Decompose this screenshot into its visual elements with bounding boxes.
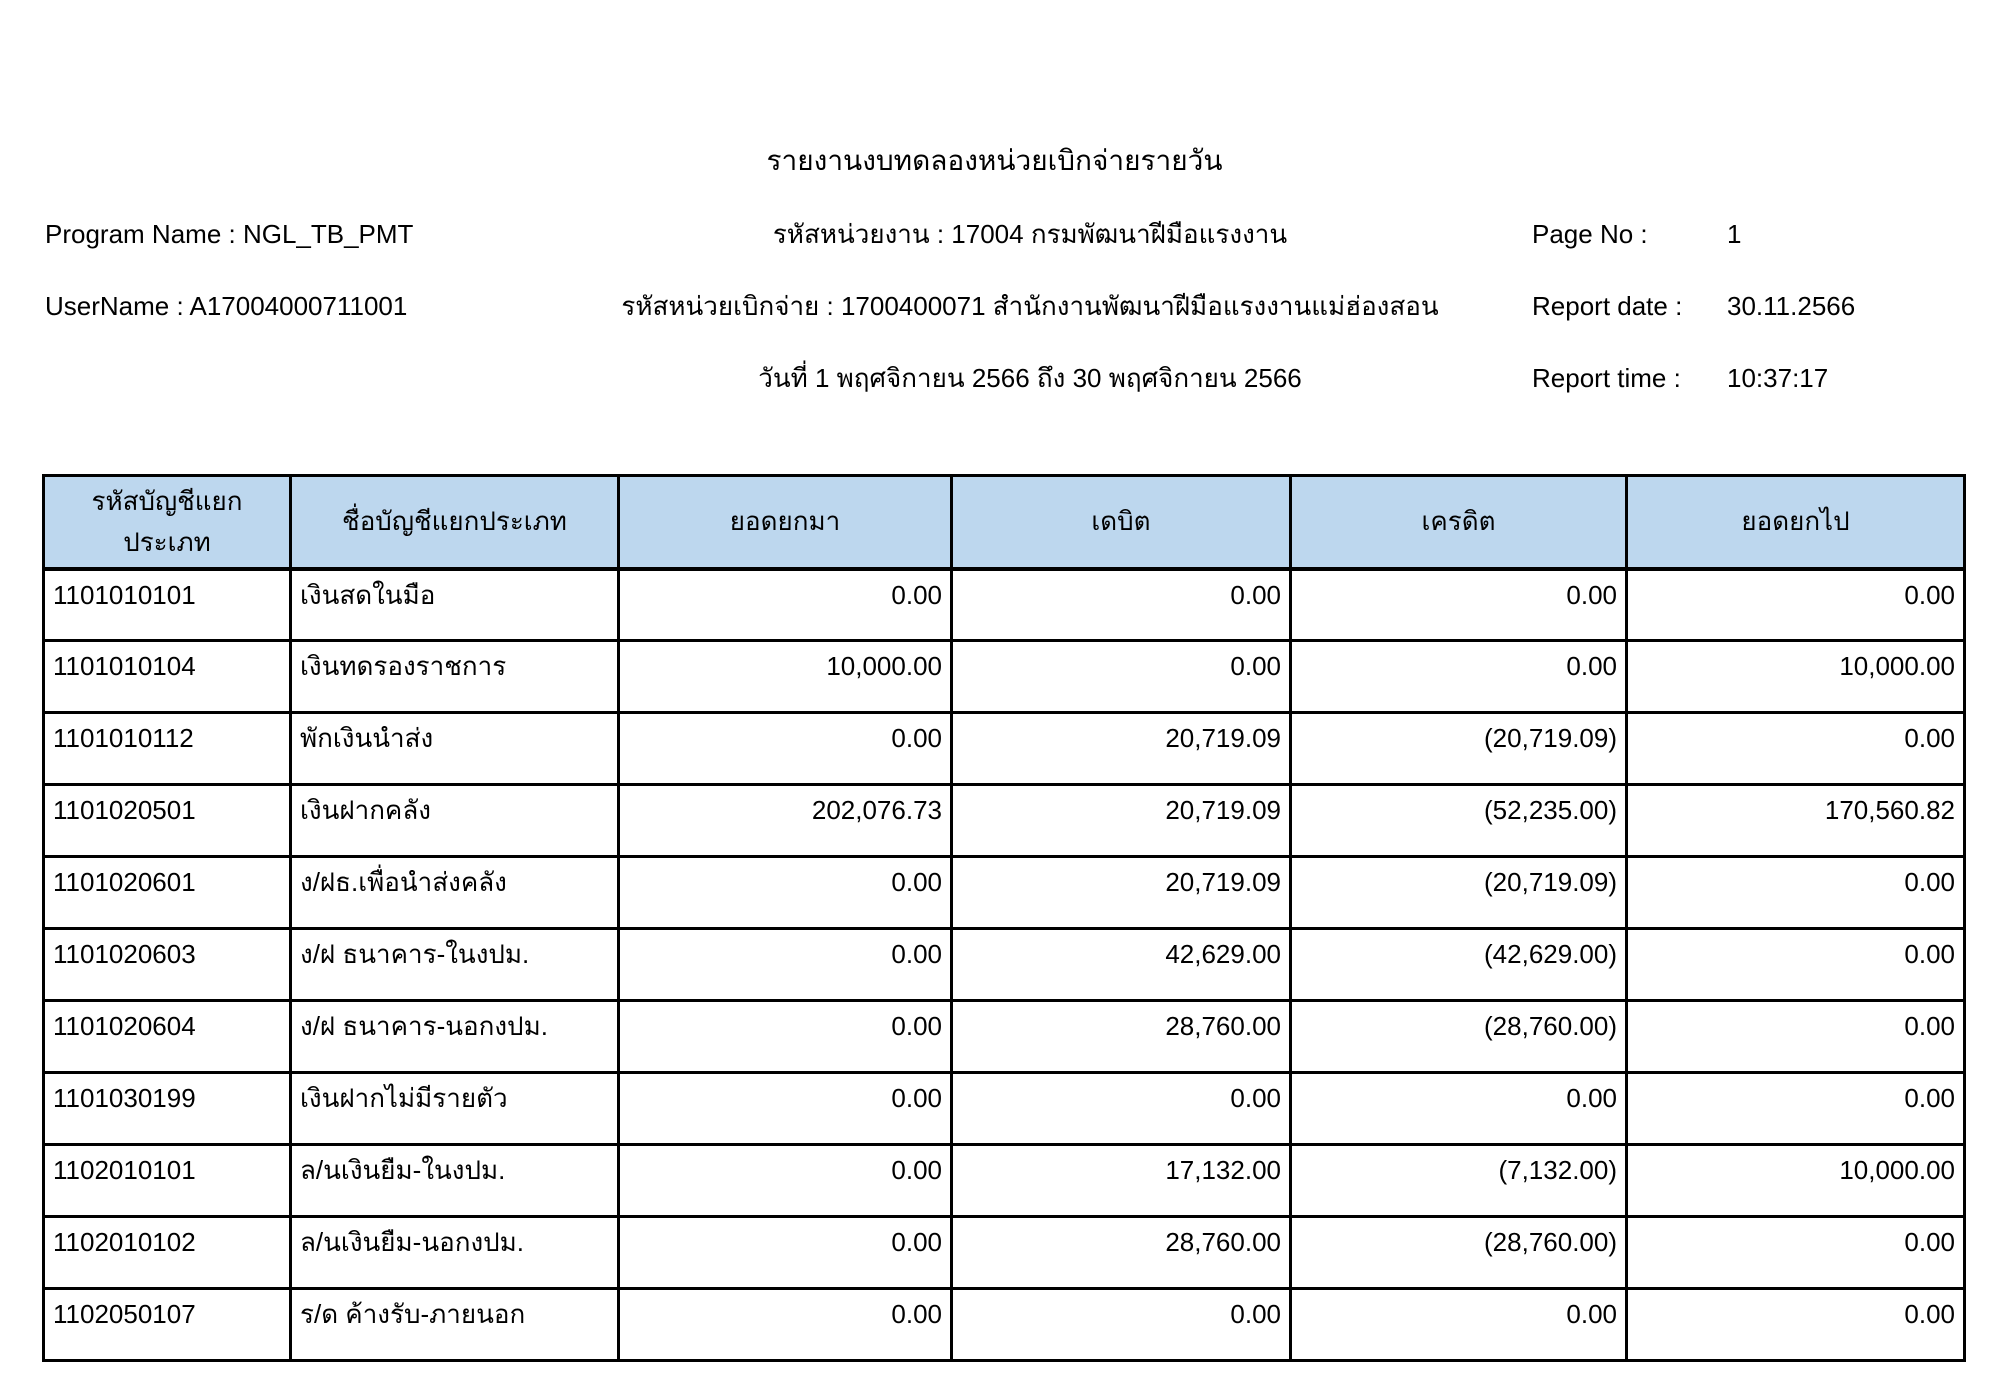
credit-cell: (20,719.09) [1291, 857, 1627, 929]
header-row [44, 476, 1965, 569]
col-header-debit: เดบิต [952, 476, 1291, 569]
account-code-cell: 1101030199 [44, 1073, 291, 1145]
credit-cell: (7,132.00) [1291, 1145, 1627, 1217]
opening-balance-cell: 0.00 [619, 857, 952, 929]
report-date-row [1480, 286, 1989, 326]
trial-balance-table-header [44, 476, 1965, 569]
table-row [44, 713, 1965, 785]
debit-cell: 20,719.09 [952, 785, 1291, 857]
col-header-credit: เครดิต [1291, 476, 1627, 569]
debit-cell: 0.00 [952, 1289, 1291, 1361]
report-time-label: Report time : [1532, 363, 1681, 393]
account-name-cell: ล/นเงินยืม-ในงปม. [291, 1145, 619, 1217]
col-header-account-name: ชื่อบัญชีแยกประเภท [291, 476, 619, 569]
program-name-line: Program Name : NGL_TB_PMT [45, 219, 414, 249]
col-header-account-code: รหัสบัญชีแยกประเภท [44, 476, 291, 569]
account-name-cell: ง/ฝ ธนาคาร-ในงปม. [291, 929, 619, 1001]
table-row [44, 1217, 1965, 1289]
credit-cell: 0.00 [1291, 1073, 1627, 1145]
account-name-cell: ล/นเงินยืม-นอกงปม. [291, 1217, 619, 1289]
account-name-cell: ง/ฝ ธนาคาร-นอกงปม. [291, 1001, 619, 1073]
table-row [44, 641, 1965, 713]
opening-balance-cell: 0.00 [619, 1001, 952, 1073]
account-name-cell: เงินทดรองราชการ [291, 641, 619, 713]
date-range-line: วันที่ 1 พฤศจิกายน 2566 ถึง 30 พฤศจิกายน 2566 [758, 363, 1302, 393]
closing-balance-cell: 10,000.00 [1627, 641, 1965, 713]
credit-cell: (28,760.00) [1291, 1001, 1627, 1073]
table-row [44, 929, 1965, 1001]
account-code-cell: 1102010102 [44, 1217, 291, 1289]
account-code-cell: 1101010101 [44, 569, 291, 641]
page-no-row [1480, 214, 1989, 254]
table-row [44, 1289, 1965, 1361]
account-code-cell: 1102010101 [44, 1145, 291, 1217]
opening-balance-cell: 10,000.00 [619, 641, 952, 713]
closing-balance-cell: 170,560.82 [1627, 785, 1965, 857]
table-row [44, 569, 1965, 641]
closing-balance-cell: 0.00 [1627, 1073, 1965, 1145]
account-name-cell: ร/ด ค้างรับ-ภายนอก [291, 1289, 619, 1361]
account-name-cell: ง/ฝธ.เพื่อนำส่งคลัง [291, 857, 619, 929]
opening-balance-cell: 0.00 [619, 1145, 952, 1217]
col-header-opening-balance: ยอดยกมา [619, 476, 952, 569]
debit-cell: 0.00 [952, 641, 1291, 713]
closing-balance-cell: 0.00 [1627, 929, 1965, 1001]
debit-cell: 42,629.00 [952, 929, 1291, 1001]
table-row [44, 857, 1965, 929]
account-name-cell: เงินฝากไม่มีรายตัว [291, 1073, 619, 1145]
debit-cell: 20,719.09 [952, 857, 1291, 929]
page-no-label: Page No : [1532, 219, 1648, 249]
table-row [44, 1145, 1965, 1217]
closing-balance-cell: 0.00 [1627, 857, 1965, 929]
opening-balance-cell: 0.00 [619, 713, 952, 785]
closing-balance-cell: 0.00 [1627, 1001, 1965, 1073]
page-no-value: 1 [1727, 219, 1742, 249]
opening-balance-cell: 0.00 [619, 1073, 952, 1145]
credit-cell: (42,629.00) [1291, 929, 1627, 1001]
page-title: รายงานงบทดลองหน่วยเบิกจ่ายรายวัน [766, 145, 1223, 176]
credit-cell: 0.00 [1291, 1289, 1627, 1361]
closing-balance-cell: 0.00 [1627, 569, 1965, 641]
opening-balance-cell: 202,076.73 [619, 785, 952, 857]
account-code-cell: 1101020501 [44, 785, 291, 857]
debit-cell: 0.00 [952, 569, 1291, 641]
closing-balance-cell: 0.00 [1627, 1289, 1965, 1361]
table-row [44, 1073, 1965, 1145]
debit-cell: 28,760.00 [952, 1001, 1291, 1073]
trial-balance-table-body [44, 569, 1965, 1361]
debit-cell: 28,760.00 [952, 1217, 1291, 1289]
credit-cell: (52,235.00) [1291, 785, 1627, 857]
report-time-value: 10:37:17 [1727, 363, 1829, 393]
username-line: UserName : A17004000711001 [45, 291, 408, 321]
opening-balance-cell: 0.00 [619, 929, 952, 1001]
debit-cell: 17,132.00 [952, 1145, 1291, 1217]
disbursement-unit-line: รหัสหน่วยเบิกจ่าย : 1700400071 สำนักงานพัฒนาฝีมือแรงงานแม่ฮ่องสอน [621, 291, 1439, 321]
credit-cell: (20,719.09) [1291, 713, 1627, 785]
report-date-value: 30.11.2566 [1727, 291, 1856, 321]
account-code-cell: 1101010112 [44, 713, 291, 785]
account-name-cell: พักเงินนำส่ง [291, 713, 619, 785]
report-meta [0, 214, 1989, 430]
account-code-cell: 1101020601 [44, 857, 291, 929]
credit-cell: 0.00 [1291, 641, 1627, 713]
table-row [44, 785, 1965, 857]
account-code-cell: 1102050107 [44, 1289, 291, 1361]
closing-balance-cell: 10,000.00 [1627, 1145, 1965, 1217]
opening-balance-cell: 0.00 [619, 1289, 952, 1361]
trial-balance-table [42, 474, 1966, 1362]
account-code-cell: 1101020604 [44, 1001, 291, 1073]
opening-balance-cell: 0.00 [619, 1217, 952, 1289]
closing-balance-cell: 0.00 [1627, 1217, 1965, 1289]
closing-balance-cell: 0.00 [1627, 713, 1965, 785]
report-time-row [1480, 358, 1989, 398]
debit-cell: 20,719.09 [952, 713, 1291, 785]
table-row [44, 1001, 1965, 1073]
credit-cell: 0.00 [1291, 569, 1627, 641]
account-code-cell: 1101010104 [44, 641, 291, 713]
agency-code-line: รหัสหน่วยงาน : 17004 กรมพัฒนาฝีมือแรงงาน [772, 219, 1288, 249]
account-name-cell: เงินสดในมือ [291, 569, 619, 641]
opening-balance-cell: 0.00 [619, 569, 952, 641]
account-name-cell: เงินฝากคลัง [291, 785, 619, 857]
credit-cell: (28,760.00) [1291, 1217, 1627, 1289]
account-code-cell: 1101020603 [44, 929, 291, 1001]
col-header-closing-balance: ยอดยกไป [1627, 476, 1965, 569]
report-date-label: Report date : [1532, 291, 1683, 321]
debit-cell: 0.00 [952, 1073, 1291, 1145]
